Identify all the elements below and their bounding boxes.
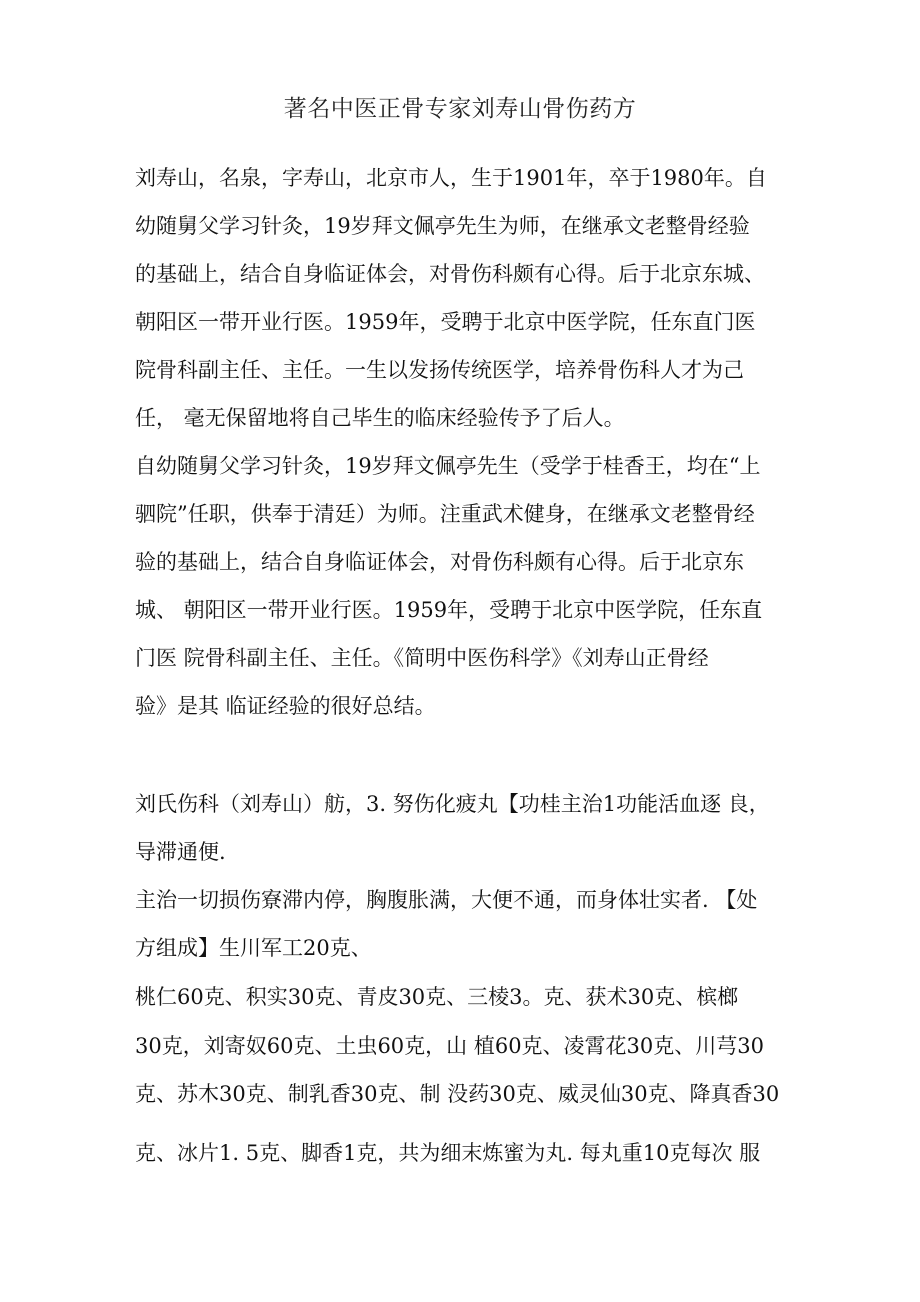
text-line: 自幼随舅父学习针灸，19岁拜文佩亭先生（受学于桂香王，均在“上 bbox=[135, 454, 761, 478]
text-line: 任， 毫无保留地将自己毕生的临床经验传予了后人。 bbox=[135, 406, 625, 430]
text-line: 验》是其 临证经验的很好总结。 bbox=[135, 694, 436, 718]
text-line: 主治一切损伤寮滞内停，胸腹胀满，大便不通，而身体壮实者. 【处 bbox=[135, 888, 758, 912]
text-line: 刘氏伤科（刘寿山）舫，3. 努伤化疲丸【功桂主治1功能活血逐 良， bbox=[135, 792, 770, 816]
text-line: 门医 院骨科副主任、主任。《简明中医伤科学》《刘寿山正骨经 bbox=[135, 646, 709, 670]
text-line: 30克，刘寄奴60克、土虫60克，山 植60克、凌霄花30克、川芎30 bbox=[135, 1034, 765, 1058]
text-line: 幼随舅父学习针灸，19岁拜文佩亭先生为师，在继承文老整骨经验 bbox=[135, 214, 750, 238]
text-line: 驷院”任职，供奉于清廷）为师。注重武术健身，在继承文老整骨经 bbox=[135, 502, 755, 526]
text-line: 院骨科副主任、主任。一生以发扬传统医学，培养骨伤科人才为己 bbox=[135, 358, 744, 382]
text-line: 的基础上，结合自身临证体会，对骨伤科颇有心得。后于北京东城、 bbox=[135, 262, 765, 286]
text-line: 桃仁60克、积实30克、青皮30克、三棱3。克、获术30克、槟榔 bbox=[135, 985, 739, 1009]
text-line: 导滞通便. bbox=[135, 840, 226, 864]
text-line: 克、苏木30克、制乳香30克、制 没药30克、威灵仙30克、降真香30 bbox=[135, 1082, 780, 1106]
text-line: 刘寿山，名泉，字寿山，北京市人，生于1901年，卒于1980年。自 bbox=[135, 166, 767, 190]
document-title: 著名中医正骨专家刘寿山骨伤药方 bbox=[283, 96, 637, 122]
text-line: 城、 朝阳区一带开业行医。1959年，受聘于北京中医学院，任东直 bbox=[135, 598, 763, 622]
text-line: 克、冰片1. 5克、脚香1克，共为细末炼蜜为丸. 每丸重10克每次 服 bbox=[135, 1141, 761, 1165]
text-line: 验的基础上，结合自身临证体会，对骨伤科颇有心得。后于北京东 bbox=[135, 550, 744, 574]
text-line: 方组成】生川军工20克、 bbox=[135, 936, 372, 960]
text-line: 朝阳区一带开业行医。1959年，受聘于北京中医学院，任东直门医 bbox=[135, 310, 756, 334]
